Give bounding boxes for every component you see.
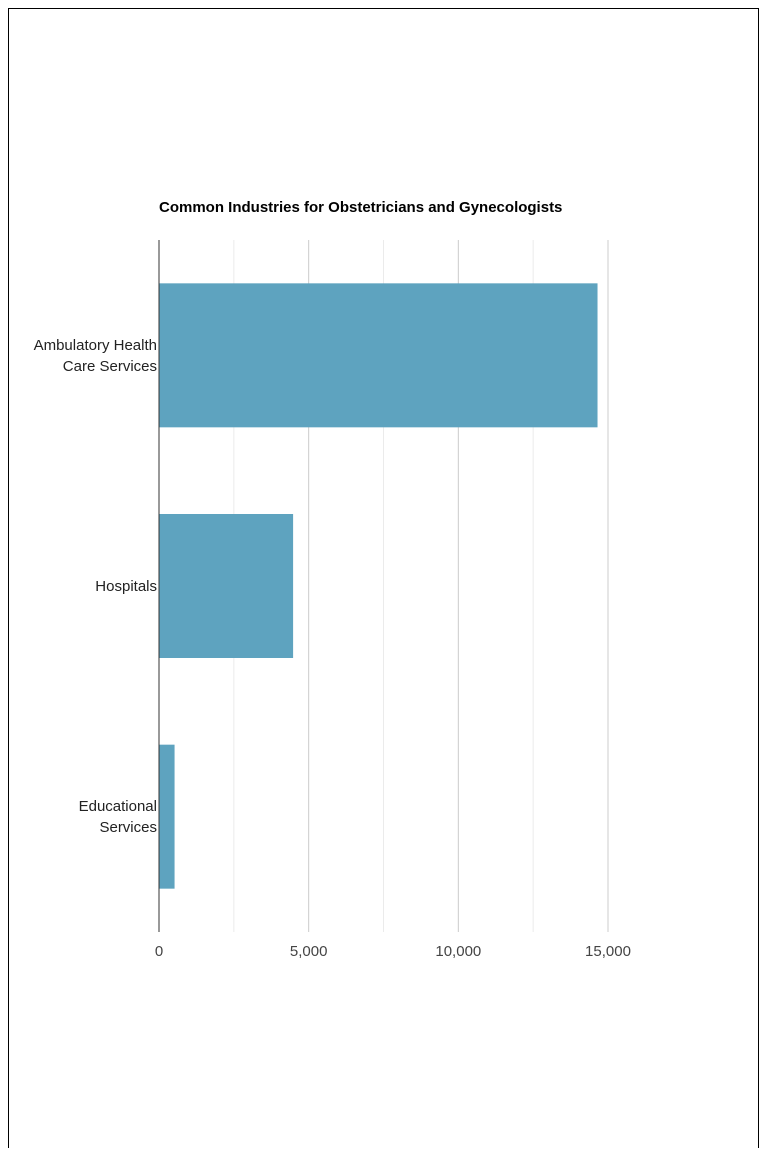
chart-title: Common Industries for Obstetricians and Gynecologists (159, 199, 563, 216)
x-tick-label: 15,000 (585, 943, 631, 960)
bar (159, 745, 175, 889)
x-tick-label: 5,000 (289, 943, 328, 960)
bar (159, 514, 293, 658)
category-labels (34, 337, 157, 836)
x-tick-label: 0 (154, 943, 164, 960)
x-tick-labels (155, 943, 631, 960)
x-tick-label: 10,000 (435, 943, 482, 960)
category-label: Ambulatory Health Care Services (33, 336, 157, 375)
category-label: Educational Services (78, 798, 157, 837)
bar (159, 283, 598, 427)
category-label: Hospitals (95, 578, 157, 595)
bars (159, 283, 598, 888)
